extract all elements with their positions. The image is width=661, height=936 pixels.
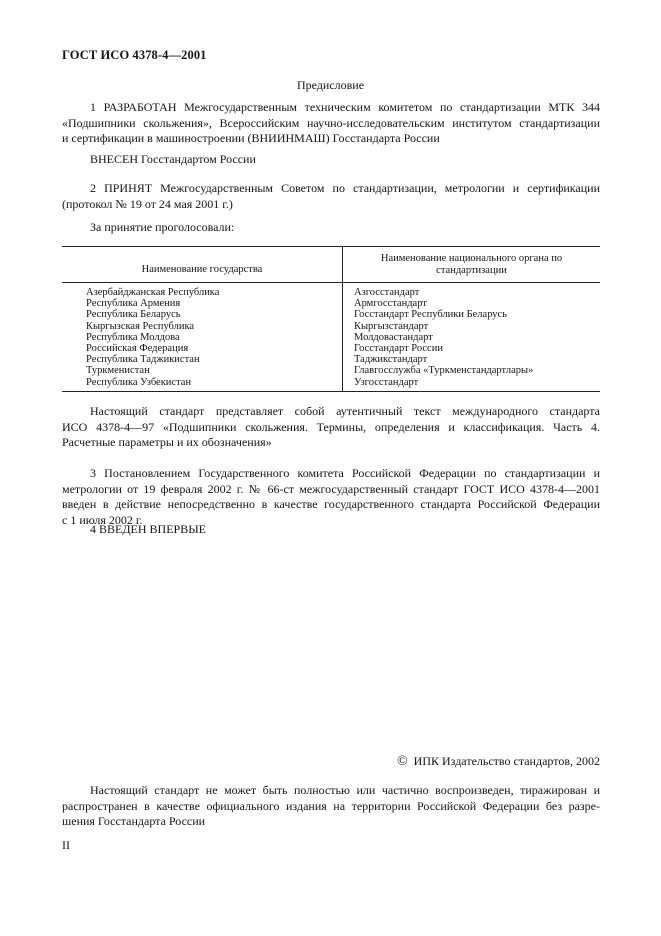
header-line: стандартизации <box>436 265 507 276</box>
text-line: Настоящий стандарт не может быть полностью или частично воспроизведен, тиражирован и <box>90 783 600 797</box>
text-line: Настоящий стандарт представляет собой аутентичный текст международного стандарта <box>90 404 600 418</box>
table-header-body <box>343 253 600 277</box>
text-line: шения Госстандарта России <box>62 814 206 829</box>
copyright-notice <box>397 754 600 770</box>
table-cell-state: Туркменистан <box>86 365 150 377</box>
table-cell-body: Госстандарт Республики Беларусь <box>354 309 508 321</box>
text-line: с 1 июля 2002 г. <box>62 512 143 527</box>
text-line: ИСО 4378-4—97 «Подшипники скольжения. Термины, определения и классификация. Часть 4. <box>62 419 600 434</box>
text-line: введен в действие непосредственно в качестве государственного стандарта Российской Федерации <box>62 497 600 512</box>
paragraph-resolution <box>62 466 600 528</box>
text-line: 3 Постановлением Государственного комитета Российской Федерации по стандартизации и <box>90 466 600 480</box>
table-cell-body: Таджикстандарт <box>354 354 428 366</box>
text-line: распространен в качестве официального издания на территории Российской Федерации без разре- <box>62 798 600 813</box>
standard-code: ГОСТ ИСО 4378-4—2001 <box>62 48 207 62</box>
paragraph-authentic-text <box>62 404 600 451</box>
table-header-state: Наименование государства <box>141 264 263 275</box>
table-cell-state: Азербайджанская Республика <box>86 287 220 298</box>
table-cell-state: Республика Узбекистан <box>86 376 192 388</box>
page-number: II <box>62 838 70 852</box>
paragraph-reproduction-notice <box>62 783 600 830</box>
table-cell-body: Армгосстандарт <box>354 298 427 310</box>
table-cell-state: Республика Армения <box>86 298 181 310</box>
copyright-symbol: © <box>397 754 408 769</box>
table-header-divider <box>62 282 600 283</box>
paragraph-voted: За принятие проголосовали: <box>90 220 235 234</box>
table-cell-body: Госстандарт России <box>354 343 443 355</box>
paragraph-first-introduced: 4 ВВЕДЕН ВПЕРВЫЕ <box>90 522 206 536</box>
paragraph-developed <box>62 100 600 147</box>
table-cell-state: Российская Федерация <box>86 343 189 355</box>
table-cell-body: Азгосстандарт <box>354 287 420 298</box>
table-column-states <box>86 287 219 388</box>
section-title: Предисловие <box>296 78 365 92</box>
table-cell-state: Кыргызская Республика <box>86 320 195 332</box>
text-line: (протокол № 19 от 24 мая 2001 г.) <box>62 196 233 211</box>
copyright-text: ИПК Издательство стандартов, 2002 <box>413 754 600 768</box>
table-cell-state: Республика Беларусь <box>86 309 181 321</box>
text-line: Расчетные параметры и их обозначения» <box>62 435 272 450</box>
table-column-bodies <box>354 287 533 388</box>
text-line: и сертификации в машиностроении (ВНИИНМАШ) Госстандарта России <box>62 131 440 146</box>
text-line: 2 ПРИНЯТ Межгосударственным Советом по стандартизации, метрологии и сертификации <box>90 181 600 195</box>
text-line: 1 РАЗРАБОТАН Межгосударственным техническим комитетом по стандартизации МТК 344 <box>90 100 600 114</box>
table-cell-body: Молдовастандарт <box>354 331 433 343</box>
table-cell-state: Республика Молдова <box>86 331 180 343</box>
text-line: «Подшипники скольжения», Всероссийским научно-исследовательским институтом стандартизации <box>62 115 600 130</box>
voting-table <box>62 246 600 392</box>
table-cell-body: Узгосстандарт <box>354 376 419 388</box>
header-line: Наименование национального органа по <box>380 253 563 264</box>
text-line: метрологии от 19 февраля 2002 г. № 66-ст межгосударственный стандарт ГОСТ ИСО 4378-4—2001 <box>62 481 600 496</box>
table-cell-body: Главгосслужба «Туркменстандартлары» <box>354 365 534 377</box>
table-cell-body: Кыргызстандарт <box>354 320 429 332</box>
paragraph-adopted <box>62 181 600 212</box>
paragraph-introduced: ВНЕСЕН Госстандартом России <box>90 152 256 166</box>
table-cell-state: Республика Таджикистан <box>86 354 200 366</box>
